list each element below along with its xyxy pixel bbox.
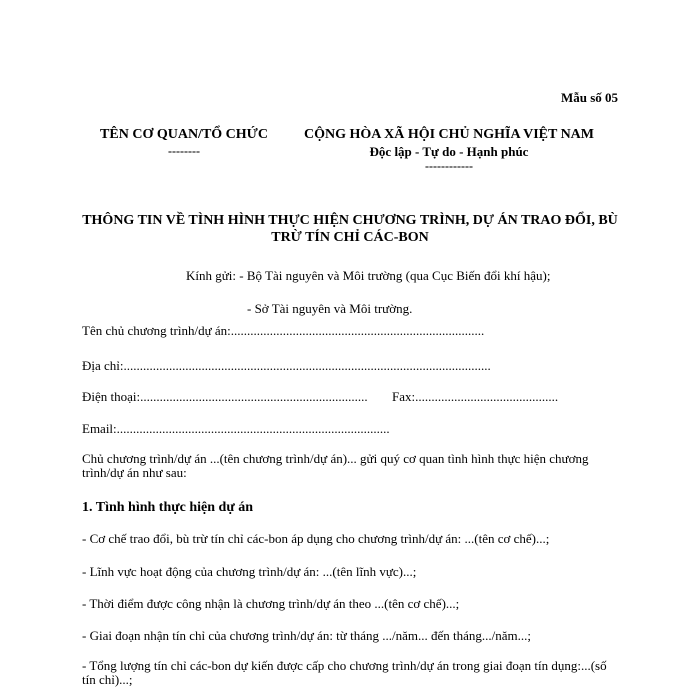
- document-title: THÔNG TIN VỀ TÌNH HÌNH THỰC HIỆN CHƯƠNG TRÌNH, DỰ ÁN TRAO ĐỔI, BÙ TRỪ TÍN CHỈ CÁC-BON: [82, 213, 618, 245]
- list-item: - Giai đoạn nhận tín chỉ của chương trình/dự án: từ tháng .../năm... đến tháng.../năm...;: [82, 628, 531, 643]
- section-heading: 1. Tình hình thực hiện dự án: [82, 500, 254, 515]
- list-item: - Tổng lượng tín chỉ các-bon dự kiến được cấp cho chương trình/dự án trong giai đoạn tín dụng:...(số tín chỉ)...;: [82, 658, 607, 687]
- form-number: Mẫu số 05: [560, 90, 618, 105]
- nation-name: CỘNG HÒA XÃ HỘI CHỦ NGHĨA VIỆT NAM: [303, 127, 594, 142]
- list-item: - Lĩnh vực hoạt động của chương trình/dự án: ...(tên lĩnh vực)...;: [82, 564, 417, 579]
- agency-name: TÊN CƠ QUAN/TỔ CHỨC: [100, 127, 268, 142]
- owner-field: Tên chủ chương trình/dự án:..............................................................................: [82, 323, 485, 338]
- recipient-line-2: - Sở Tài nguyên và Môi trường.: [247, 301, 413, 316]
- nation-underline: ------------: [425, 159, 473, 174]
- national-header: [290, 127, 608, 174]
- recipient-line-1: Kính gửi: - Bộ Tài nguyên và Môi trường (qua Cục Biến đổi khí hậu);: [186, 268, 551, 283]
- list-item: - Thời điểm được công nhận là chương trình/dự án theo ...(tên cơ chế)...;: [82, 596, 460, 611]
- list-item: - Cơ chế trao đổi, bù trừ tín chỉ các-bon áp dụng cho chương trình/dự án: ...(tên cơ chế)...;: [82, 531, 550, 546]
- nation-motto: Độc lập - Tự do - Hạnh phúc: [369, 143, 529, 159]
- email-field: Email:....................................................................................: [82, 421, 390, 436]
- phone-field: Điện thoại:......................................................................: [82, 389, 368, 404]
- address-field: Địa chỉ:.................................................................................................................: [82, 358, 491, 373]
- agency-header: [90, 127, 278, 158]
- intro-paragraph: Chủ chương trình/dự án ...(tên chương trình/dự án)... gửi quý cơ quan tình hình thực hiện chương trình/dự án như sau:: [82, 451, 589, 480]
- agency-underline: --------: [168, 143, 200, 158]
- fax-field: Fax:............................................: [392, 389, 559, 404]
